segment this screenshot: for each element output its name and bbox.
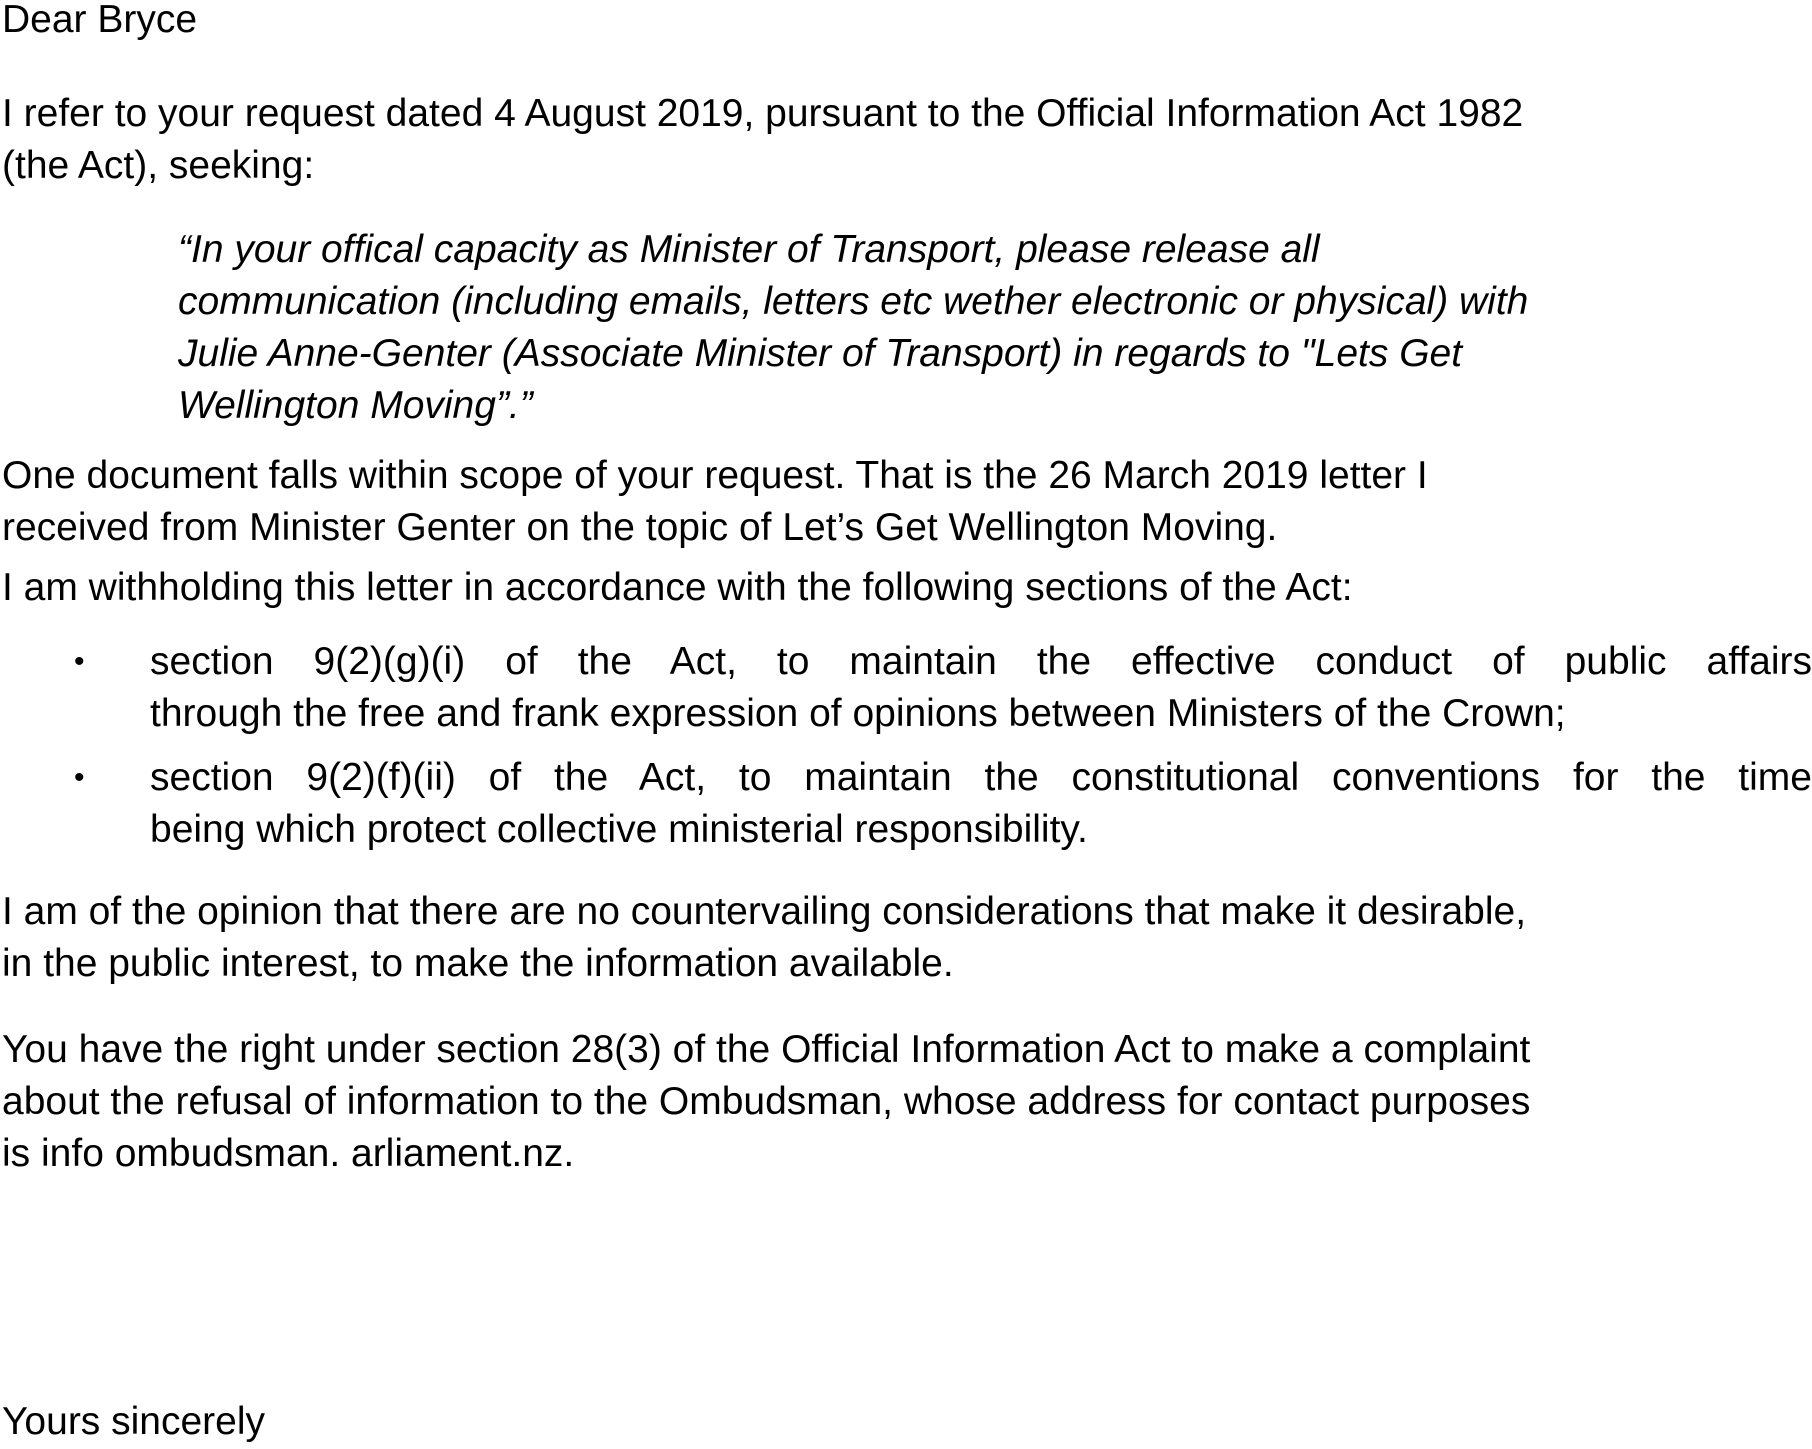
- complaint-line-3: is info ombudsman. arliament.nz.: [2, 1132, 575, 1175]
- bullet-text: [150, 752, 1812, 856]
- public-interest-line-1: I am of the opinion that there are no countervailing considerations that make it desirable,: [2, 890, 1527, 933]
- scope-line-2: received from Minister Genter on the topic of Let’s Get Wellington Moving.: [2, 506, 1278, 549]
- quote-line-2: communication (including emails, letters etc wether electronic or physical) with: [178, 280, 1529, 323]
- bullet-icon: •: [74, 761, 85, 794]
- bullet-2-line-2: being which protect collective ministerial responsibility.: [150, 808, 1088, 851]
- public-interest-line-2: in the public interest, to make the information available.: [2, 942, 954, 985]
- intro-paragraph: [2, 88, 1523, 192]
- public-interest-paragraph: [2, 886, 1526, 990]
- bullet-text: [150, 636, 1812, 740]
- bullet-icon: •: [74, 645, 85, 678]
- intro-line-2: (the Act), seeking:: [2, 144, 315, 187]
- withholding-intro: I am withholding this letter in accordance with the following sections of the Act:: [2, 566, 1353, 609]
- request-quote: [178, 224, 1808, 432]
- bullet-1-line-1: section 9(2)(g)(i) of the Act, to maintain the effective conduct of public affairs: [150, 640, 1812, 683]
- quote-line-4: Wellington Moving”.”: [178, 384, 533, 427]
- salutation: Dear Bryce: [2, 0, 198, 41]
- complaint-paragraph: [2, 1024, 1530, 1180]
- bullet-1-line-2: through the free and frank expression of opinions between Ministers of the Crown;: [150, 692, 1566, 735]
- bullet-2-line-1: section 9(2)(f)(ii) of the Act, to maintain the constitutional conventions for the time: [150, 756, 1812, 799]
- complaint-line-2: about the refusal of information to the Ombudsman, whose address for contact purposes: [2, 1080, 1531, 1123]
- complaint-line-1: You have the right under section 28(3) of the Official Information Act to make a complaint: [2, 1028, 1531, 1071]
- intro-line-1: I refer to your request dated 4 August 2019, pursuant to the Official Information Act 1982: [2, 92, 1524, 135]
- scope-paragraph: [2, 450, 1428, 554]
- quote-line-1: “In your offical capacity as Minister of Transport, please release all: [178, 228, 1320, 271]
- scope-line-1: One document falls within scope of your request. That is the 26 March 2019 letter I: [2, 454, 1428, 497]
- closing: Yours sincerely: [2, 1400, 266, 1443]
- quote-line-3: Julie Anne-Genter (Associate Minister of Transport) in regards to "Lets Get: [178, 332, 1463, 375]
